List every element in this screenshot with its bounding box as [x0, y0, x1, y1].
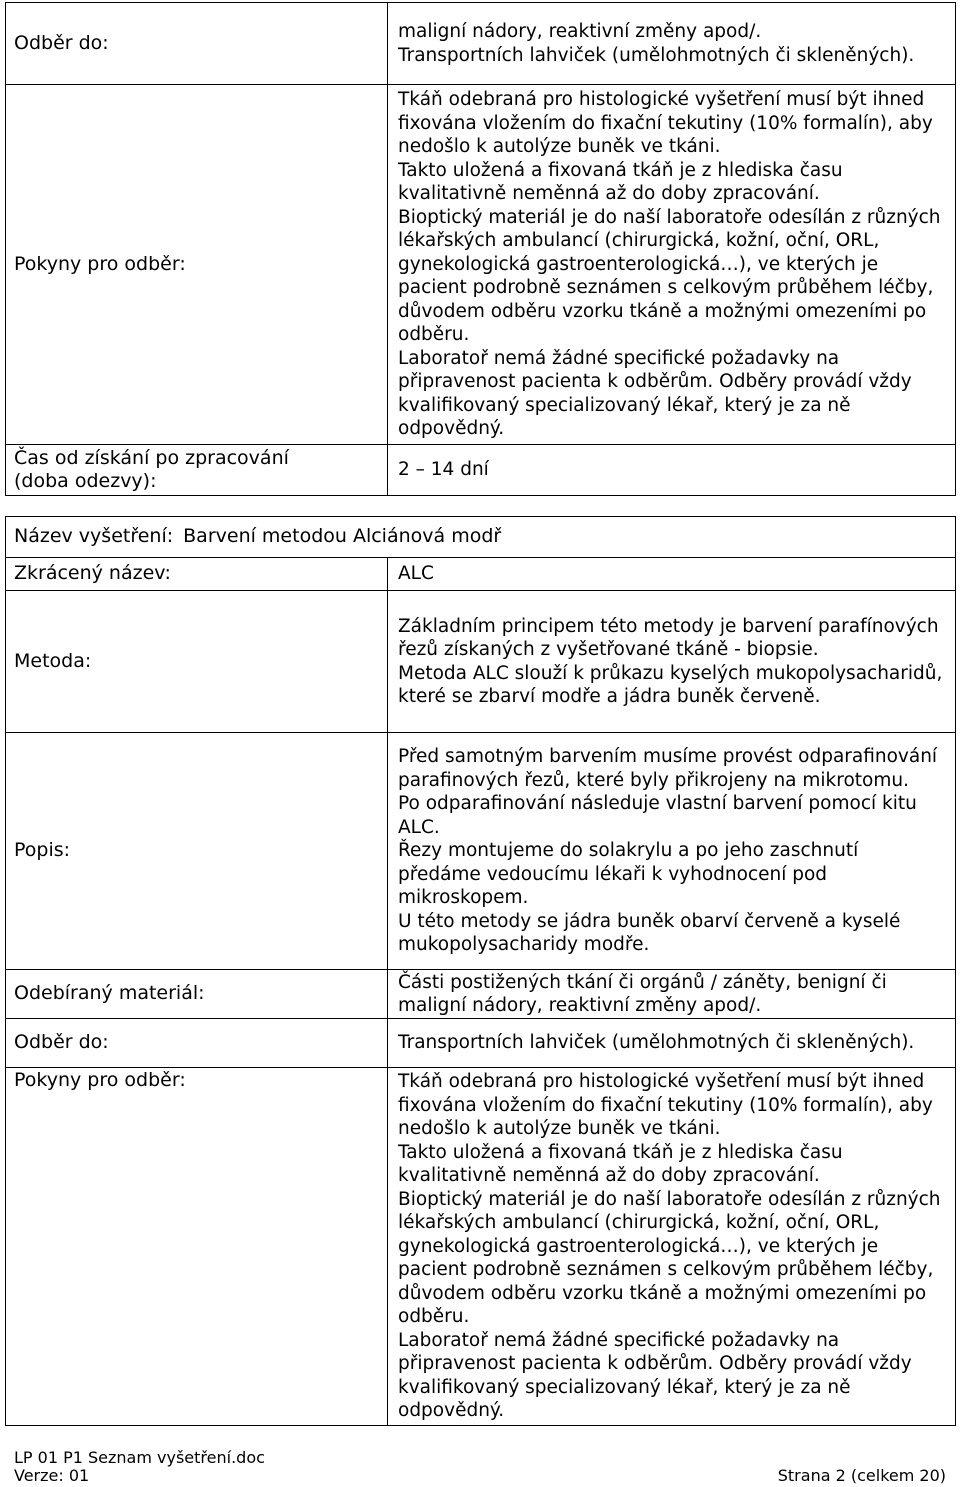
zkraceny-value: ALC [388, 558, 956, 591]
footer-filename: LP 01 P1 Seznam vyšetření.doc [14, 1448, 265, 1467]
cas-label-line: (doba odezvy): [14, 470, 157, 492]
pokyny-label: Pokyny pro odběr: [6, 85, 388, 445]
odber-value-line: Transportních lahviček (umělohmotných či skleněných). [398, 44, 915, 66]
pokyny-paragraph: Tkáň odebraná pro histologické vyšetření musí být ihned fixována vložením do fixační tekutiny (10% formalín), aby nedošlo k autolýze buněk ve tkáni. [398, 89, 933, 158]
popis-value [388, 733, 956, 970]
odber-value [388, 3, 956, 85]
zkraceny-label: Zkrácený název: [6, 558, 388, 591]
zkraceny-row [6, 558, 956, 591]
pokyny-row [6, 1068, 956, 1426]
footer-page-number: Strana 2 (celkem 20) [777, 1466, 946, 1485]
cas-label-line: Čas od získání po zpracování [14, 446, 289, 469]
odber-row [6, 1019, 956, 1068]
footer-version: Verze: 01 [14, 1466, 90, 1485]
odber-value: Transportních lahviček (umělohmotných či skleněných). [388, 1019, 956, 1068]
cas-label [6, 445, 388, 496]
odber-value-line: maligní nádory, reaktivní změny apod/. [398, 21, 762, 42]
popis-paragraph: Po odparafinování následuje vlastní barvení pomocí kitu ALC. [398, 793, 917, 838]
pokyny-paragraph: Laboratoř nemá žádné specifické požadavky na připravenost pacienta k odběrům. Odběry provádí vždy kvalifikovaný specializovaný lékař, který je za ně odpovědný. [398, 347, 912, 440]
pokyny-paragraph: Takto uložená a fixovaná tkáň je z hlediska času kvalitativně neměnná až do doby zpracování. [398, 159, 843, 205]
metoda-row [6, 591, 956, 733]
popis-paragraph: U této metody se jádra buněk obarví červeně a kyselé mukopolysacharidy modře. [398, 910, 901, 956]
pokyny-paragraph: Takto uložená a fixovaná tkáň je z hlediska času kvalitativně neměnná až do doby zpracování. [398, 1141, 843, 1187]
pokyny-paragraph: Bioptický materiál je do naší laboratoře odesílán z různých lékařských ambulancí (chirurgická, kožní, oční, ORL, gynekologická gastroenterologická…), ve kterých je pacient podrobně seznámen s celkovým průběhem léčby, důvodem odběru vzorku tkáně a možnými omezeními po odběru. [398, 1188, 941, 1328]
top-exam-table [5, 2, 956, 496]
page-footer [14, 1449, 946, 1485]
material-label: Odebíraný materiál: [6, 970, 388, 1019]
metoda-paragraph: Základním principem této metody je barvení parafínových řezů získaných z vyšetřované tkáně - biopsie. [398, 615, 939, 660]
pokyny-paragraph: Bioptický materiál je do naší laboratoře odesílán z různých lékařských ambulancí (chirurgická, kožní, oční, ORL, gynekologická gastroenterologická…), ve kterých je pacient podrobně seznámen s celkovým průběhem léčby, důvodem odběru vzorku tkáně a možnými omezeními po odběru. [398, 206, 941, 346]
popis-row [6, 733, 956, 970]
pokyny-value [388, 1068, 956, 1426]
pokyny-row [6, 85, 956, 445]
popis-paragraph: Před samotným barvením musíme provést odparafinování parafinových řezů, které byly přikrojeny na mikrotomu. [398, 746, 938, 791]
pokyny-value [388, 85, 956, 445]
odber-label: Odběr do: [6, 3, 388, 85]
nazev-label: Název vyšetření: [14, 525, 174, 548]
alc-exam-table [5, 516, 956, 1426]
popis-paragraph: Řezy montujeme do solakrylu a po jeho zaschnutí předáme vedoucímu lékaři k vyhodnocení pod mikroskopem. [398, 840, 859, 909]
cas-value: 2 – 14 dní [388, 445, 956, 496]
metoda-label: Metoda: [6, 591, 388, 733]
popis-label: Popis: [6, 733, 388, 970]
pokyny-label: Pokyny pro odběr: [6, 1068, 388, 1426]
metoda-value [388, 591, 956, 733]
odber-label: Odběr do: [6, 1019, 388, 1068]
material-value: Části postižených tkání či orgánů / záněty, benigní či maligní nádory, reaktivní změny apod/. [388, 970, 956, 1019]
odber-row [6, 3, 956, 85]
material-row [6, 970, 956, 1019]
metoda-paragraph: Metoda ALC slouží k průkazu kyselých mukopolysacharidů, které se zbarví modře a jádra buněk červeně. [398, 662, 943, 707]
nazev-header [6, 517, 956, 558]
cas-row [6, 445, 956, 496]
pokyny-paragraph: Laboratoř nemá žádné specifické požadavky na připravenost pacienta k odběrům. Odběry provádí vždy kvalifikovaný specializovaný lékař, který je za ně odpovědný. [398, 1329, 912, 1422]
footer-bottom-line [14, 1467, 946, 1485]
nazev-row [6, 517, 956, 558]
pokyny-paragraph: Tkáň odebraná pro histologické vyšetření musí být ihned fixována vložením do fixační tekutiny (10% formalín), aby nedošlo k autolýze buněk ve tkáni. [398, 1071, 933, 1140]
nazev-value: Barvení metodou Alciánová modř [183, 525, 502, 548]
